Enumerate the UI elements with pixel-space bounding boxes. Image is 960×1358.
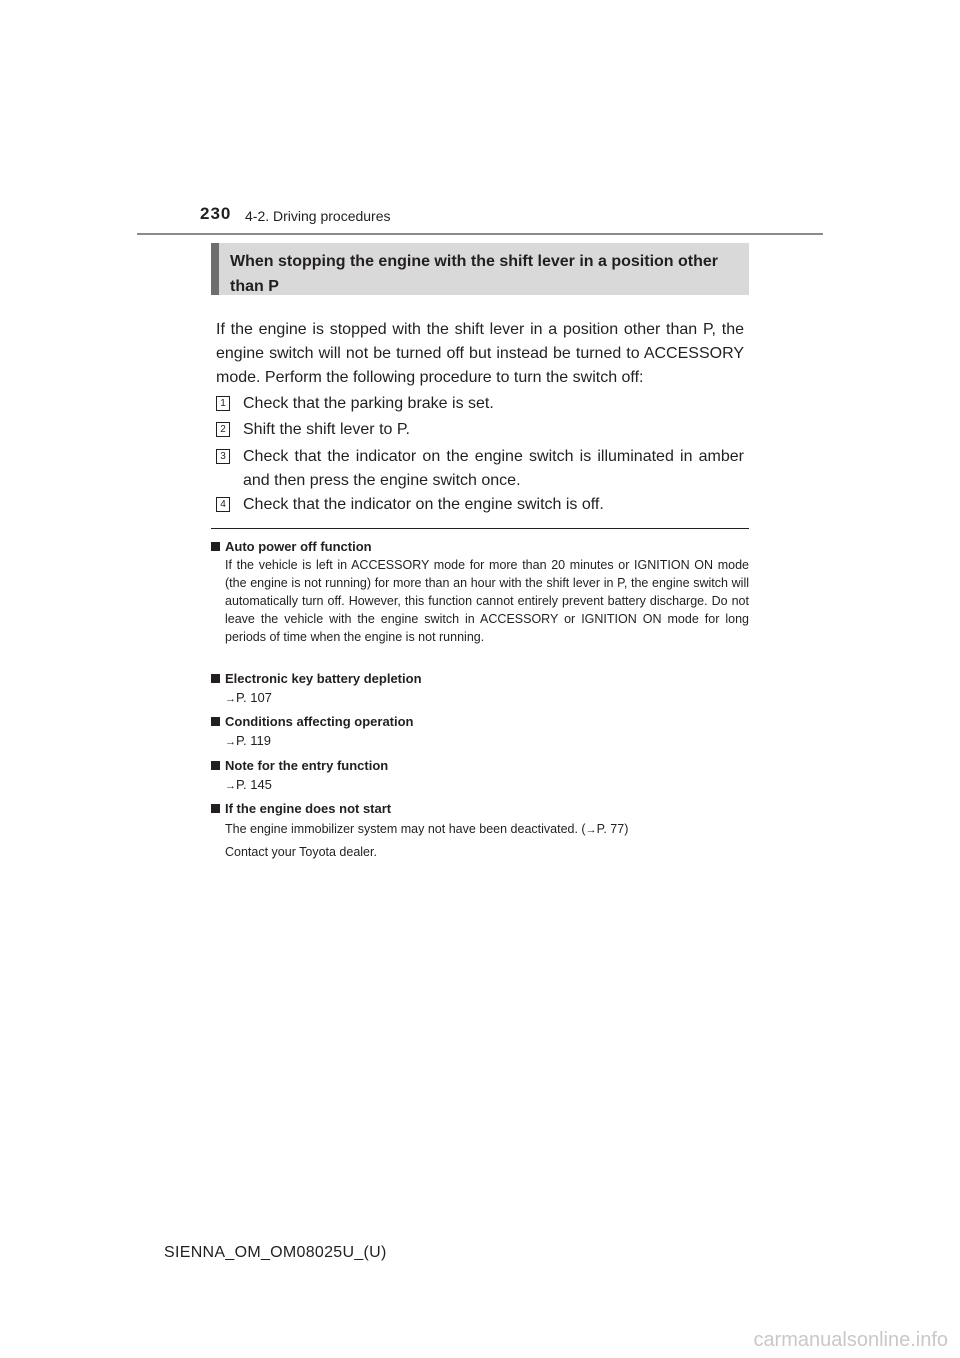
header-rule (137, 233, 823, 235)
step-number-badge: 2 (216, 422, 230, 437)
step-text: Check that the indicator on the engine switch is off. (243, 496, 604, 513)
note-body-text: Contact your Toyota dealer. (225, 845, 377, 859)
note-entry-function (211, 757, 749, 796)
note-title: Note for the entry function (225, 758, 389, 773)
watermark: carmanualsonline.info (753, 1329, 948, 1351)
bullet-square-icon (211, 761, 220, 770)
intro-paragraph: If the engine is stopped with the shift lever in a position other than P, the engine switch will not be turned off but instead be turned to ACCESSORY mode. Perform the following procedure to turn the switch off: (216, 321, 744, 386)
step-text: Shift the shift lever to P. (243, 421, 410, 438)
note-title: If the engine does not start (225, 801, 392, 816)
page-reference-link[interactable]: P. 145 (236, 777, 272, 792)
page-reference-link[interactable]: P. 119 (236, 733, 271, 748)
arrow-right-icon: → (225, 693, 236, 705)
bullet-square-icon (211, 804, 220, 813)
note-engine-not-start (211, 800, 749, 863)
bullet-square-icon (211, 542, 220, 551)
arrow-right-icon: → (225, 780, 236, 792)
arrow-right-icon: → (225, 736, 236, 748)
step-1 (216, 392, 744, 416)
section-divider (211, 528, 749, 529)
note-conditions (211, 713, 749, 752)
bullet-square-icon (211, 717, 220, 726)
note-key-battery (211, 670, 749, 709)
step-number-badge: 1 (216, 396, 230, 411)
note-title: Electronic key battery depletion (225, 671, 422, 686)
arrow-right-icon: → (585, 824, 597, 836)
step-2 (216, 418, 744, 442)
page-reference-link[interactable]: P. 107 (236, 690, 272, 705)
note-auto-power-off (211, 538, 749, 646)
page-reference-link[interactable]: P. 77 (596, 822, 625, 836)
step-text: Check that the parking brake is set. (243, 395, 494, 412)
note-title: Auto power off function (225, 539, 372, 554)
note-body-text: ) (624, 822, 629, 836)
page-number: 230 (200, 204, 232, 223)
step-number-badge: 3 (216, 449, 230, 464)
note-body: If the vehicle is left in ACCESSORY mode for more than 20 minutes or IGNITION ON mode (the engine is not running) for more than an hour with the shift lever in P, the engine switch will automatically turn off. However, this function cannot entirely prevent battery discharge. Do not leave the vehicle with the engine switch in ACCESSORY or IGNITION ON mode for long periods of time when the engine is not running. (225, 558, 749, 644)
section-heading: When stopping the engine with the shift lever in a position other than P (211, 243, 749, 295)
bullet-square-icon (211, 674, 220, 683)
note-title: Conditions affecting operation (225, 714, 414, 729)
step-4 (216, 493, 744, 517)
step-text: Check that the indicator on the engine switch is illuminated in amber and then press the engine switch once. (243, 448, 744, 489)
document-footer: SIENNA_OM_OM08025U_(U) (164, 1244, 387, 1261)
step-3 (216, 445, 744, 493)
note-body-text: The engine immobilizer system may not have been deactivated. ( (225, 822, 586, 836)
step-number-badge: 4 (216, 497, 230, 512)
section-title: 4-2. Driving procedures (245, 208, 391, 224)
